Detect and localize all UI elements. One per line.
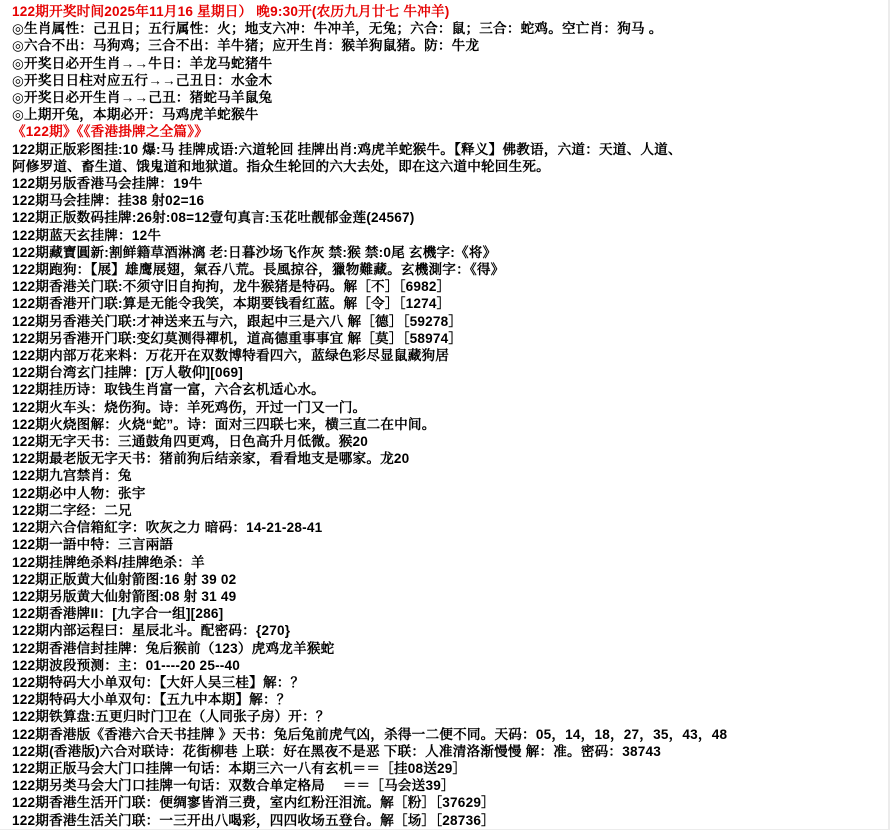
text-line: 122期(香港版)六合对联诗：花街柳巷 上联：好在黑夜不是恶 下联：人准清洛渐慢慢 解：准。密码：38743 — [12, 743, 662, 759]
text-line: ◎上期开兔，本期必开：马鸡虎羊蛇猴牛 — [12, 107, 259, 123]
text-line: 122期正版黄大仙射箭图:16 射 39 02 — [12, 571, 237, 587]
text-line: 122期内部运程曰：星辰北斗。配密码：{270} — [12, 623, 291, 639]
text-line: 122期另版黄大仙射箭图:08 射 31 49 — [12, 588, 237, 604]
highlight-text-line: 《122期》《《香港掛牌之全篇》》 — [12, 124, 208, 140]
text-line: 122期藏寶圓新:割鲜籍草酒淋漓 老:日暮沙场飞作灰 禁:猴 禁:0尾 玄機字:《将》 — [12, 244, 497, 260]
text-line: ◎生肖属性：己丑日；五行属性：火；地支六冲：牛冲羊，无兔；六合：鼠；三合：蛇鸡。空亡肖：狗马 。 — [12, 21, 663, 37]
text-line: ◎开奖日必开生肖→→牛日：羊龙马蛇猪牛 — [12, 55, 273, 71]
text-line: ◎开奖日必开生肖→→己丑：猪蛇马羊鼠兔 — [12, 90, 273, 106]
text-line: 122期另类马会大门口挂牌一句话：双数合单定格局 ＝＝［马会送39］ — [12, 778, 455, 794]
text-line: 122期一語中特：三言兩語 — [12, 537, 174, 553]
text-line: 122期香港版《香港六合天书挂牌 》天书：兔后兔前虎气凶，杀得一二便不同。天码：05，14，18，27，35，43，48 — [12, 726, 728, 742]
text-line: 122期火烧图解：火烧“蛇”。诗：面对三四联七来，横三直二在中间。 — [12, 416, 436, 432]
text-line: 122期香港牌II：[九字合一组][286] — [12, 606, 224, 622]
text-line: 122期二字经：二兄 — [12, 502, 132, 518]
text-line: 122期另版香港马会挂牌：19牛 — [12, 176, 203, 192]
text-line: 122期另香港开门联:变幻莫测得禪机，道高德重事事宜 解［莫］［58974］ — [12, 330, 463, 346]
text-line: 122期九宫禁肖：兔 — [12, 468, 132, 484]
text-line: 122期香港关门联:不须守旧自拘拘，龙牛猴猪是特码。解［不］［6982］ — [12, 279, 451, 295]
text-line: 122期铁算盘:五更归时门卫在（人同张子房）开：？ — [12, 709, 330, 725]
text-line: 122期挂历诗：取钱生肖富一富，六合玄机适心水。 — [12, 382, 325, 398]
text-line: 122期特码大小单双句：【五九中本期】解：？ — [12, 692, 291, 708]
text-line: 122期挂牌绝杀料/挂牌绝杀：羊 — [12, 554, 205, 570]
text-line: 122期正版数码挂牌:26射:08=12壹句真言:玉花吐靓郁金莲(24567) — [12, 210, 415, 226]
text-line: 122期跑狗：【展】雄鹰展翅，氣吞八荒。長風掠谷，獵物難藏。玄機測字：《得》 — [12, 262, 505, 278]
text-line: 122期香港生活关门联：一三开出八喝彩，四四收场五登台。解［场］［28736］ — [12, 812, 495, 828]
text-line: 122期六合信箱紅字：吹灰之力 暗码：14-21-28-41 — [12, 520, 323, 536]
text-line: 阿修罗道、畜生道、饿鬼道和地狱道。指众生轮回的六大去处，即在这六道中轮回生死。 — [12, 158, 550, 174]
text-line: 122期正版彩图挂:10 爆:马 挂牌成语:六道轮回 挂牌出肖:鸡虎羊蛇猴牛。【释义】佛教语，六道：天道、人道、 — [12, 141, 682, 157]
text-line: 122期香港生活开门联：便绸寥皆消三费，室内红粉汪泪流。解［粉］［37629］ — [12, 795, 495, 811]
text-line: 122期台湾玄门挂牌：[万人敬仰][069] — [12, 365, 243, 381]
text-line: 122期正版马会大门口挂牌一句话：本期三六一八有玄机＝＝［挂08送29］ — [12, 760, 467, 776]
text-line: 122期特码大小单双句：【大奸人吴三桂】解：？ — [12, 674, 305, 690]
text-line: 122期最老版无字天书：猪前狗后结亲家，看看地支是哪家。龙20 — [12, 451, 410, 467]
text-line: ◎开奖日日柱对应五行→→己丑日：水金木 — [12, 72, 273, 88]
text-line: ◎六合不出：马狗鸡；三合不出：羊牛猪；应开生肖：猴羊狗鼠猪。防：牛龙 — [12, 38, 480, 54]
text-line: 122期波段预测：主：01----20 25--40 — [12, 657, 241, 673]
text-line: 122期蓝天玄挂牌：12牛 — [12, 227, 162, 243]
text-line: 122期香港开门联:算是无能令我笑，本期要钱看红蓝。解［令］［1274］ — [12, 296, 451, 312]
text-line: 122期无字天书：三通鼓角四更鸡，日色高升月低微。猴20 — [12, 434, 369, 450]
text-line: 122期香港信封挂牌：兔后猴前（123）虎鸡龙羊猴蛇 — [12, 640, 335, 656]
text-line: 122期内部万花来料：万花开在双数博特看四六，蓝绿色彩尽显鼠藏狗居 — [12, 348, 450, 364]
text-line: 122期另香港关门联:才神送来五与六，跟起中三是六八 解［德］［59278］ — [12, 313, 463, 329]
text-line: 122期必中人物：张宇 — [12, 485, 146, 501]
text-line: 122期火车头：烧伤狗。诗：羊死鸡伤，开过一门又一门。 — [12, 399, 367, 415]
highlight-text-line: 122期开奖时间2025年11月16 星期日） 晚9:30开(农历九月廿七 牛冲羊) — [12, 4, 450, 19]
text-line: 122期马会挂牌：挂38 射02=16 — [12, 193, 205, 209]
